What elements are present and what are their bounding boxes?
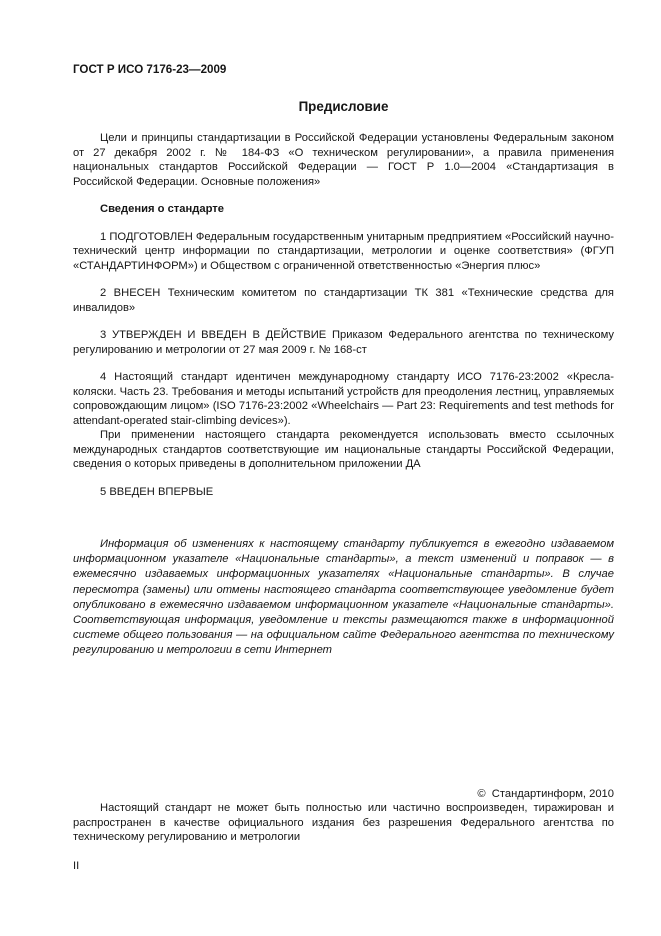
standard-info-item-1-prepared: 1 ПОДГОТОВЛЕН Федеральным государственным унитарным предприятием «Российский научно-технический центр информации по стандартизации, метрологии и оценке соответствия» (ФГУП «СТАНДАРТИНФОРМ») и Обществом с ограниченной ответственностью «Энергия плюс» xyxy=(73,230,615,272)
foreword-title: Предисловие xyxy=(298,98,389,114)
standard-info-heading: Сведения о стандарте xyxy=(100,203,224,215)
standard-info-item-3-approved: 3 УТВЕРЖДЕН И ВВЕДЕН В ДЕЙСТВИЕ Приказом Федерального агентства по техническому регулированию и метрологии от 27 мая 2009 г. № 168-ст xyxy=(73,329,614,356)
page-content xyxy=(73,63,614,873)
standard-info-item-5-first-introduced: 5 ВВЕДЕН ВПЕРВЫЕ xyxy=(100,485,214,498)
document-designation: ГОСТ Р ИСО 7176-23—2009 xyxy=(73,63,227,76)
reproduction-restriction-notice: Настоящий стандарт не может быть полностью или частично воспроизведен, тиражирован и распространен в качестве официального издания без разрешения Федерального агентства по техническому регулированию и метрологии xyxy=(73,802,614,844)
standard-info-item-4-application-note: При применении настоящего стандарта рекомендуется использовать вместо ссылочных международных стандартов соответствующие им национальные стандарты Российской Федерации, сведения о которых приведены в дополнительном приложении ДА xyxy=(73,429,614,470)
standard-info-item-4-identical: 4 Настоящий стандарт идентичен международному стандарту ИСО 7176-23:2002 «Кресла-коляски. Часть 23. Требования и методы испытаний устройств для преодоления лестниц, управляемых сопровождающим лицом» (ISO 7176-23:2002 «Wheelchairs — Part 23: Requirements and test methods for attendant-operated stair-climbing devices»). xyxy=(73,371,614,427)
foreword-intro-paragraph: Цели и принципы стандартизации в Российской Федерации установлены Федеральным законом от 27 декабря 2002 г. № 184-ФЗ «О техническом регулировании», а правила применения национальных стандартов Российской Федерации — ГОСТ Р 1.0—2004 «Стандартизация в Российской Федерации. Основные положения» xyxy=(73,132,614,188)
amendments-information-note: Информация об изменениях к настоящему стандарту публикуется в ежегодно издаваемом информационном указателе «Национальные стандарты», а текст изменений и поправок — в ежемесячно издаваемых информационных указателях «Национальные стандарты». В случае пересмотра (замены) или отмены настоящего стандарта соответствующее уведомление будет опубликовано в ежемесячно издаваемом информационном указателе «Национальные стандарты». Соответствующая информация, уведомление и тексты размещаются также в информационной системе общего пользования — на официальном сайте Федерального агентства по техническому регулированию и метрологии в сети Интернет xyxy=(73,538,614,657)
page-number: II xyxy=(73,859,80,872)
standard-info-item-2-submitted: 2 ВНЕСЕН Техническим комитетом по стандартизации ТК 381 «Технические средства для инвалидов» xyxy=(73,287,614,314)
copyright-notice: © Стандартинформ, 2010 xyxy=(477,787,614,800)
